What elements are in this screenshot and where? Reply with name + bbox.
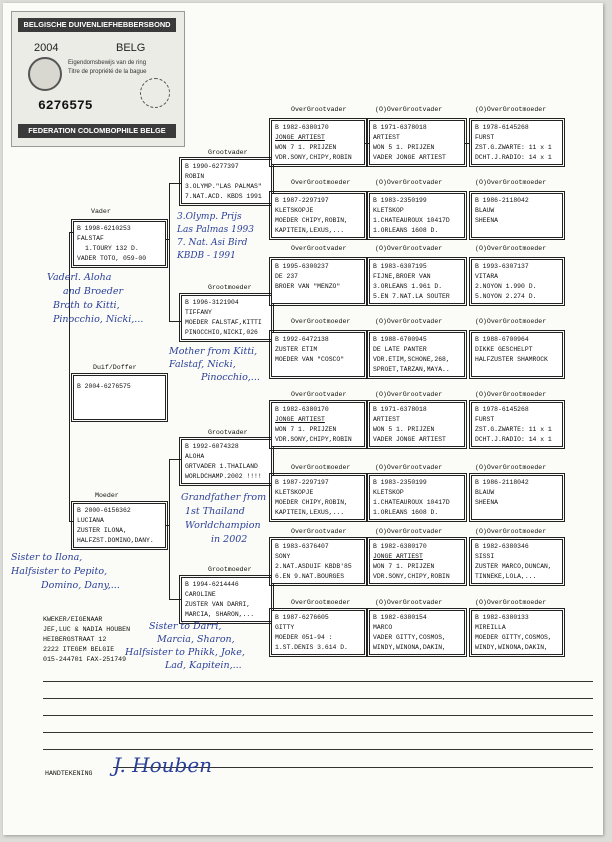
oom-line: B 1986-2118042 [475, 479, 529, 486]
gm2-line: CAROLINE [185, 591, 216, 598]
oov-box-0 [369, 120, 465, 165]
gm2-line: B 1994-6214446 [185, 581, 239, 588]
gm1-line: B 1996-3121904 [185, 299, 239, 306]
vader-box [73, 221, 166, 266]
signature-label: HANDTEKENING [45, 770, 93, 777]
ogo-line: ZUSTER ETIM [275, 346, 318, 353]
owner-line: JEF,LUC & NADIA HOUBEN [43, 626, 131, 633]
stamp-top-band: BELGISCHE DUIVENLIEFHEBBERSBOND [18, 18, 176, 32]
header-o-overgrootvader-4: (O)OverGrootvader [375, 318, 443, 325]
oov-line: MARCO [373, 624, 393, 631]
stamp-country: BELG [116, 42, 146, 54]
hw-line: Grandfather from [181, 492, 267, 503]
ogo-line: KAPITEIN,LEXUS,... [275, 509, 345, 516]
ogo-line: B 1987-2297197 [275, 479, 329, 486]
gv2-line: WORLDCHAMP.2002 !!!! [185, 473, 262, 480]
hw-line: 1st Thailand [185, 506, 245, 517]
oov-line: 1.CHATEAUROUX 10417D [373, 217, 450, 224]
grootmoeder-2-box [181, 577, 272, 622]
oov-line: KLETSKOP [373, 489, 404, 496]
oom-line: B 1988-6700964 [475, 336, 529, 343]
header-o-overgrootvader-3: (O)OverGrootvader [375, 245, 443, 252]
oov-line: VADER GITTY,COSMOS, [373, 634, 446, 641]
hw-line: Sister to Darri, [149, 621, 222, 632]
ogo-line: VDR.SONY,CHIPY,ROBIN [275, 436, 352, 443]
hw-line: Marcia, Sharon, [157, 634, 235, 645]
stamp-line-nl: Eigendomsbewijs van de ring [68, 60, 147, 66]
oom-line: BLAUW [475, 489, 495, 496]
ogo-line: KLETSKOPJE [275, 489, 314, 496]
ogo-line: KAPITEIN,LEXUS,... [275, 227, 345, 234]
header-o-overgrootvader-2: (O)OverGrootvader [375, 179, 443, 186]
owner-line: 2222 ITEGEM BELGIE [43, 646, 115, 653]
header-o-overgrootmoeder: (O)OverGrootmoeder [475, 106, 547, 113]
gv1-line: ROBIN [185, 173, 205, 180]
oom-line: B 1986-2118042 [475, 197, 529, 204]
ogo-line: 2.NAT.ASDUIF KBDB'85 [275, 563, 352, 570]
moeder-line: ZUSTER ILONA, [77, 527, 127, 534]
oov-line: VDR.SONY,CHIPY,ROBIN [373, 573, 450, 580]
handwritten-note-grootvader-2 [181, 491, 266, 547]
stamp-year: 2004 [34, 42, 59, 54]
oom-box-6 [471, 539, 563, 584]
oov-line: DE LATE PANTER [373, 346, 427, 353]
ogo-line: BROER VAN "MENZO" [275, 283, 341, 290]
oom-line: DCHT.J.RADIO: 14 x 1 [475, 436, 552, 443]
oom-box-7 [471, 610, 563, 655]
gm2-line: MARCIA, SHARON,... [185, 611, 255, 618]
ogo-line: B 1987-2297197 [275, 197, 329, 204]
ogo-line: GITTY [275, 624, 295, 631]
hw-line: Halfsister to Pepito, [11, 566, 108, 577]
grootvader-1-box [181, 159, 272, 204]
header-moeder: Moeder [95, 492, 119, 499]
hw-line: in 2002 [211, 534, 248, 545]
oov-box-6 [369, 539, 465, 584]
oom-box-4 [471, 402, 563, 447]
header-o-overgrootvader-7: (O)OverGrootvader [375, 528, 443, 535]
ogo-line: MOEDER CHIPY,ROBIN, [275, 217, 348, 224]
oom-line: TINNEKE,LOLA,... [475, 573, 537, 580]
hw-line: Sister to Ilona, [11, 552, 83, 563]
oov-line: B 1982-6380154 [373, 614, 427, 621]
ogo-box-2 [271, 259, 365, 304]
ogo-line: B 1995-6300237 [275, 263, 329, 270]
notes-line [43, 749, 593, 750]
oom-box-3 [471, 332, 563, 377]
notes-line [43, 732, 593, 733]
notes-line [43, 715, 593, 716]
hw-line: 7. Nat. Asi Bird [177, 238, 248, 248]
ogo-line: MOEDER CHIPY,ROBIN, [275, 499, 348, 506]
header-overgrootvader-3: OverGrootvader [291, 391, 347, 398]
hw-line: Pinocchio,... [201, 372, 260, 383]
oov-box-2 [369, 259, 465, 304]
header-o-overgrootmoeder-3: (O)OverGrootmoeder [475, 245, 547, 252]
hw-line: Worldchampion [185, 520, 261, 531]
header-o-overgrootmoeder-2: (O)OverGrootmoeder [475, 179, 547, 186]
moeder-box [73, 503, 166, 548]
header-vader: Vader [91, 208, 111, 215]
oom-box-5 [471, 475, 563, 520]
gm1-line: MOEDER FALSTAF,KITTI [185, 319, 262, 326]
oov-line: VADER JONGE ARTIEST [373, 154, 446, 161]
ogo-box-4 [271, 402, 365, 447]
connector-line [465, 143, 469, 144]
oom-line: SISSI [475, 553, 495, 560]
connector-line [169, 459, 170, 599]
vader-line: VADER TOTO, 059-00 [77, 255, 147, 262]
gm1-line: TIFFANY [185, 309, 212, 316]
oom-line: MOEDER GITTY,COSMOS, [475, 634, 552, 641]
oov-line: 1.CHATEAUROUX 10417D [373, 499, 450, 506]
oov-line: 1.ORLEANS 1608 D. [373, 227, 439, 234]
header-overgrootmoeder-2: OverGrootmoeder [291, 318, 351, 325]
oom-line: FURST [475, 416, 495, 423]
header-o-overgrootvader-6: (O)OverGrootvader [375, 464, 443, 471]
ogo-line: JONGE ARTIEST [275, 416, 325, 423]
header-overgrootmoeder-4: OverGrootmoeder [291, 599, 351, 606]
notes-line [43, 698, 593, 699]
ogo-box-1 [271, 193, 365, 238]
oov-line: ARTIEST [373, 416, 400, 423]
ogo-line: B 1992-6472138 [275, 336, 329, 343]
oom-line: HALFZUSTER SHAMROCK [475, 356, 548, 363]
oov-line: FIJNE,BROER VAN [373, 273, 431, 280]
ogo-box-6 [271, 539, 365, 584]
oov-line: 5.EN 7.NAT.LA SOUTER [373, 293, 450, 300]
oom-line: VITARA [475, 273, 499, 280]
header-o-overgrootmoeder-4: (O)OverGrootmoeder [475, 318, 547, 325]
hw-line: Mother from Kitti, [169, 346, 258, 357]
hw-line: Broth to Kitti, [53, 300, 120, 311]
oov-box-3 [369, 332, 465, 377]
handwritten-note-vader [47, 271, 143, 327]
oom-box-0 [471, 120, 563, 165]
moeder-line: LUCIANA [77, 517, 104, 524]
oom-line: DCHT.J.RADIO: 14 x 1 [475, 154, 552, 161]
header-o-overgrootmoeder-7: (O)OverGrootmoeder [475, 528, 547, 535]
hw-line: Las Palmas 1993 [177, 225, 255, 235]
ring-certificate [11, 11, 185, 147]
oov-line: JONGE ARTIEST [373, 553, 423, 560]
hw-line: Falstaf, Nicki, [169, 359, 236, 370]
connector-line [169, 321, 181, 322]
oom-line: SHEENA [475, 217, 499, 224]
oom-line: FURST [475, 134, 495, 141]
gm1-line: PINOCCHIO,NICKI,026 [185, 329, 258, 336]
vader-line: B 1998-6210253 [77, 225, 131, 232]
header-o-overgrootmoeder-5: (O)OverGrootmoeder [475, 391, 547, 398]
oov-line: B 1982-6380170 [373, 543, 427, 550]
pedigree-sheet [3, 3, 603, 835]
ogo-line: MOEDER VAN "COSCO" [275, 356, 345, 363]
oom-line: BLAUW [475, 207, 495, 214]
ogo-line: JONGE ARTIEST [275, 134, 325, 141]
ogo-line: 1.ST.DENIS 3.614 D. [275, 644, 348, 651]
subject-ring: B 2004-6276575 [77, 383, 131, 390]
header-overgrootvader-4: OverGrootvader [291, 528, 347, 535]
oov-line: SPROET,TARZAN,MAYA.. [373, 366, 450, 373]
connector-line [169, 459, 181, 460]
gv1-line: B 1990-6277397 [185, 163, 239, 170]
oov-line: KLETSKOP [373, 207, 404, 214]
ogo-box-3 [271, 332, 365, 377]
header-duif: Duif/Doffer [93, 364, 137, 371]
moeder-line: B 2000-6156362 [77, 507, 131, 514]
ogo-line: DE 237 [275, 273, 299, 280]
vader-line: 1.TOURY 132 D. [85, 245, 139, 252]
handwritten-note-moeder [11, 551, 120, 593]
oov-box-4 [369, 402, 465, 447]
ogo-box-0 [271, 120, 365, 165]
hw-line: 3.Olymp. Prijs [177, 212, 242, 222]
oov-line: WON 5 1. PRIJZEN [373, 144, 435, 151]
hw-line: and Broeder [63, 286, 123, 297]
oom-line: B 1978-6145268 [475, 406, 529, 413]
handwritten-note-grootvader-1 [177, 211, 254, 263]
ogo-line: B 1983-6376407 [275, 543, 329, 550]
ogo-box-5 [271, 475, 365, 520]
oom-line: ZST.G.ZWARTE: 11 x 1 [475, 426, 552, 433]
oov-line: VADER JONGE ARTIEST [373, 436, 446, 443]
oov-line: 1.ORLEANS 1608 D. [373, 509, 439, 516]
oov-box-7 [369, 610, 465, 655]
hw-line: Lad, Kapitein,... [165, 660, 242, 671]
gv1-line: 3.OLYMP."LAS PALMAS" [185, 183, 262, 190]
oom-line: MIREILLA [475, 624, 506, 631]
oov-line: WON 7 1. PRIJZEN [373, 563, 435, 570]
header-o-overgrootmoeder-6: (O)OverGrootmoeder [475, 464, 547, 471]
header-o-overgrootvader-5: (O)OverGrootvader [375, 391, 443, 398]
hw-line: Pinocchio, Nicki,... [53, 314, 144, 325]
oom-line: B 1993-6307137 [475, 263, 529, 270]
header-grootvader-1: Grootvader [208, 149, 248, 156]
hw-line: Halfsister to Phikk, Joke, [125, 647, 245, 658]
ogo-line: B 1982-6380170 [275, 124, 329, 131]
gv2-line: GRTVADER 1.THAILAND [185, 463, 258, 470]
header-o-overgrootvader: (O)OverGrootvader [375, 106, 443, 113]
owner-line: 015-244701 FAX-251749 [43, 656, 127, 663]
header-overgrootmoeder-3: OverGrootmoeder [291, 464, 351, 471]
ogo-line: VDR.SONY,CHIPY,ROBIN [275, 154, 352, 161]
oov-line: B 1988-6700945 [373, 336, 427, 343]
stamp-seal-icon [140, 78, 170, 108]
ogo-line: B 1982-6380170 [275, 406, 329, 413]
oom-line: WINDY,WINONA,DAKIN, [475, 644, 548, 651]
header-overgrootvader-2: OverGrootvader [291, 245, 347, 252]
gv1-line: 7.NAT.ACD. KBDS 1991 [185, 193, 262, 200]
oov-line: VDR.ETIM,SCHONE,268, [373, 356, 450, 363]
hw-line: Domino, Dany,... [41, 580, 120, 591]
owner-line: HEIBERGSTRAAT 12 [43, 636, 107, 643]
connector-line [169, 183, 170, 321]
vader-line: FALSTAF [77, 235, 104, 242]
oom-line: SHEENA [475, 499, 499, 506]
oov-box-1 [369, 193, 465, 238]
ogo-line: WON 7 1. PRIJZEN [275, 426, 337, 433]
stamp-line-fr: Titre de propriété de la bague [68, 69, 147, 75]
oov-line: WINDY,WINONA,DAKIN, [373, 644, 446, 651]
hw-line: KBDB - 1991 [177, 251, 236, 261]
oom-line: ZUSTER MARCO,DUNCAN, [475, 563, 552, 570]
gv2-line: ALOHA [185, 453, 205, 460]
oov-line: B 1971-6378018 [373, 124, 427, 131]
oov-line: B 1971-6378018 [373, 406, 427, 413]
oov-line: B 1983-6307195 [373, 263, 427, 270]
connector-line [169, 599, 181, 600]
oov-line: WON 5 1. PRIJZEN [373, 426, 435, 433]
handwritten-signature: J. Houben [113, 753, 213, 777]
header-o-overgrootmoeder-8: (O)OverGrootmoeder [475, 599, 547, 606]
stamp-ring-icon [28, 57, 62, 91]
stamp-ring-number: 6276575 [38, 98, 93, 113]
oom-line: DIKKE GESCHELPT [475, 346, 533, 353]
header-grootmoeder-1: Grootmoeder [208, 284, 252, 291]
oom-box-2 [471, 259, 563, 304]
oov-line: B 1983-2350199 [373, 197, 427, 204]
ogo-line: B 1987-6276605 [275, 614, 329, 621]
ogo-line: KLETSKOPJE [275, 207, 314, 214]
header-overgrootmoeder-1: OverGrootmoeder [291, 179, 351, 186]
stamp-bottom-band: FEDERATION COLOMBOPHILE BELGE [18, 124, 176, 138]
gv2-line: B 1992-6074328 [185, 443, 239, 450]
notes-line [43, 681, 593, 682]
breeder-owner-block [43, 615, 130, 665]
ogo-line: SONY [275, 553, 291, 560]
ogo-line: MOEDER 051-94 : [275, 634, 333, 641]
oov-line: B 1983-2350199 [373, 479, 427, 486]
header-o-overgrootvader-8: (O)OverGrootvader [375, 599, 443, 606]
handwritten-note-grootmoeder-1 [169, 345, 260, 384]
oom-line: ZST.G.ZWARTE: 11 x 1 [475, 144, 552, 151]
ogo-line: WON 7 1. PRIJZEN [275, 144, 337, 151]
ogo-line: 6.EN 9.NAT.BOURGES [275, 573, 345, 580]
grootmoeder-1-box [181, 295, 272, 340]
header-grootmoeder-2: Grootmoeder [208, 566, 252, 573]
oom-line: 2.NOYON 1.990 D. [475, 283, 537, 290]
connector-line [169, 183, 181, 184]
oom-line: B 1982-6380346 [475, 543, 529, 550]
handwritten-note-grootmoeder-2 [125, 620, 245, 672]
oom-box-1 [471, 193, 563, 238]
ogo-box-7 [271, 610, 365, 655]
oom-line: B 1982-6380133 [475, 614, 529, 621]
owner-label: KWEKER/EIGENAAR [43, 616, 103, 623]
oov-line: ARTIEST [373, 134, 400, 141]
hw-line: Vaderl. Aloha [47, 272, 112, 283]
header-overgrootvader: OverGrootvader [291, 106, 347, 113]
grootvader-2-box [181, 439, 272, 484]
gm2-line: ZUSTER VAN DARRI, [185, 601, 251, 608]
oom-line: 5.NOYON 2.274 D. [475, 293, 537, 300]
header-grootvader-2: Grootvader [208, 429, 248, 436]
subject-pigeon-box [73, 375, 166, 420]
moeder-line: HALFZST.DOMINO,DANY. [77, 537, 154, 544]
oov-box-5 [369, 475, 465, 520]
oom-line: B 1978-6145268 [475, 124, 529, 131]
oov-line: 3.ORLEANS 1.961 D. [373, 283, 443, 290]
